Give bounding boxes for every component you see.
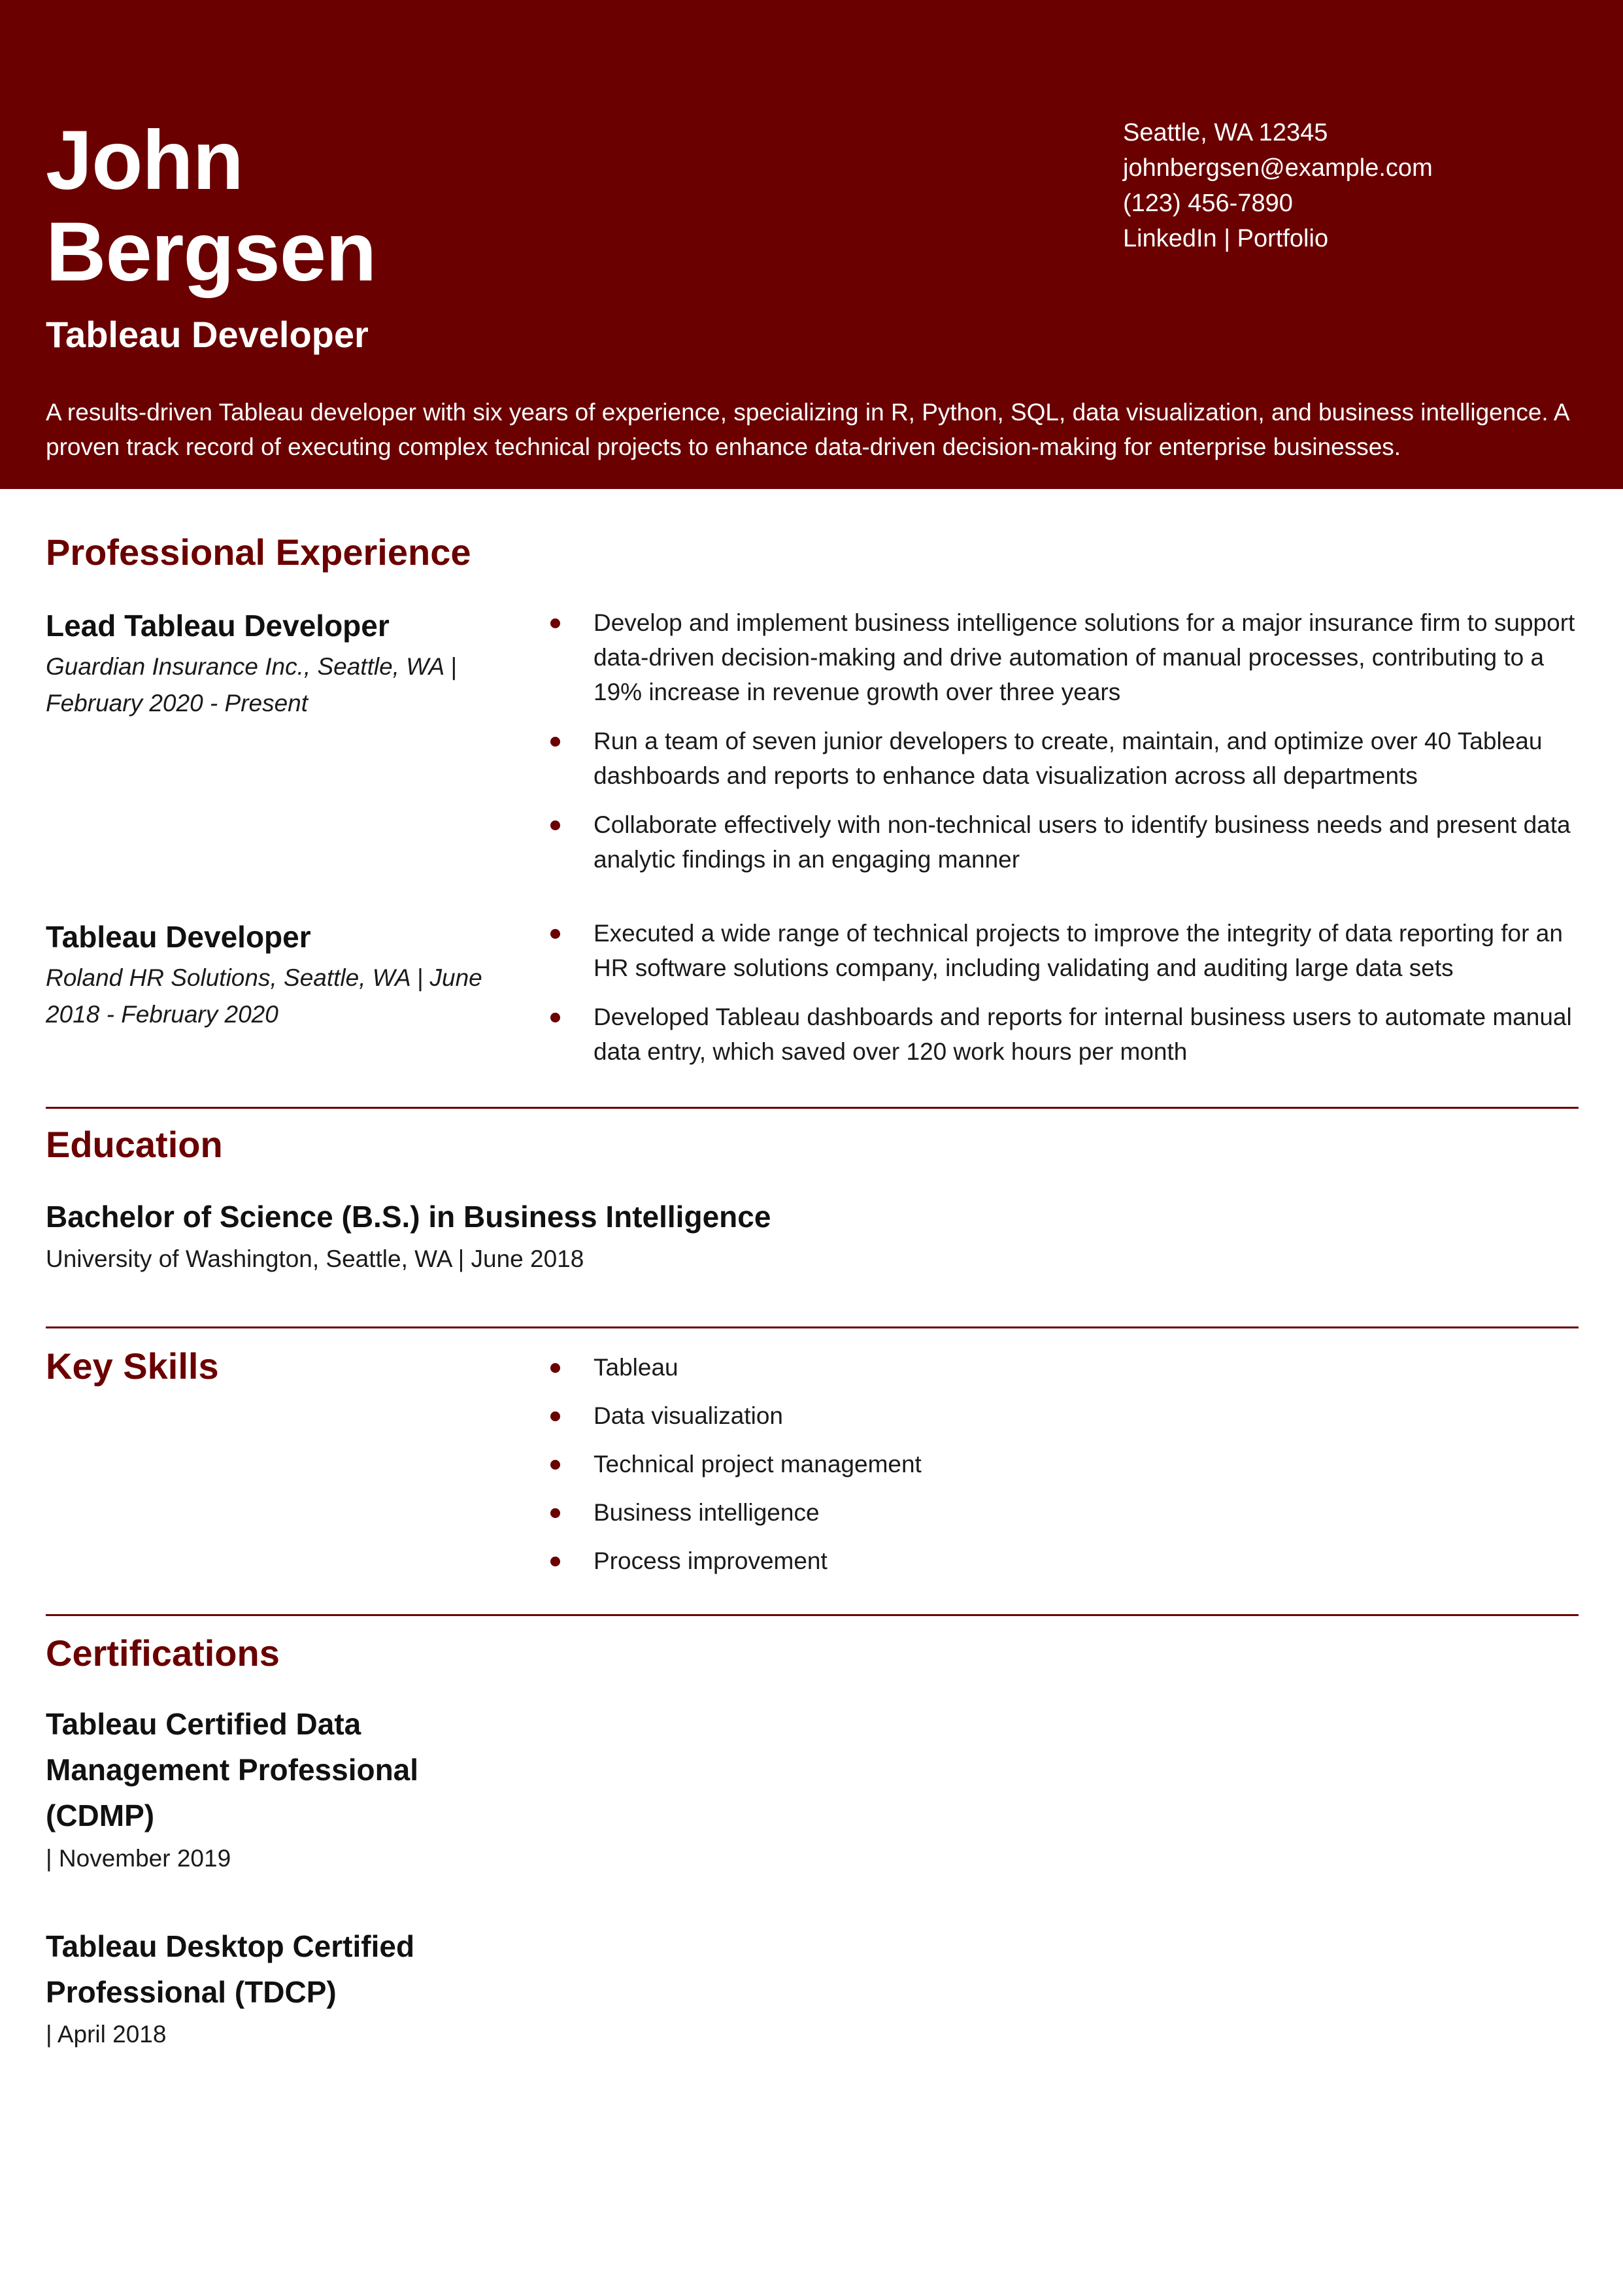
list-item: Business intelligence: [548, 1495, 1581, 1530]
job-meta-2: Roland HR Solutions, Seattle, WA | June 2018 - February 2020: [46, 964, 482, 1028]
contact-location: Seattle, WA 12345: [1123, 119, 1328, 146]
school-info: University of Washington, Seattle, WA | June 2018: [46, 1245, 584, 1272]
contact-links: [1123, 221, 1594, 256]
education-heading: Education: [46, 1124, 223, 1165]
contact-email-link[interactable]: johnbergsen@example.com: [1123, 154, 1433, 182]
linkedin-link[interactable]: LinkedIn: [1123, 225, 1217, 252]
contact-info: [1123, 115, 1594, 256]
list-item: Develop and implement business intelligence solutions for a major insurance firm to support data-driven decision-making and drive automation of manual processes, contributing to a 19% increase in revenue growth over three years: [548, 605, 1581, 709]
section-divider: [46, 1614, 1579, 1616]
portfolio-link[interactable]: Portfolio: [1237, 225, 1329, 252]
job-bullets-1: [548, 605, 1581, 891]
first-name: John: [46, 114, 243, 207]
list-item: Collaborate effectively with non-technical users to identify business needs and present data analytic findings in an engaging manner: [548, 807, 1581, 877]
link-separator: |: [1216, 225, 1237, 252]
resume-header: [0, 0, 1623, 489]
section-divider: [46, 1107, 1579, 1109]
skills-heading: Key Skills: [46, 1345, 219, 1387]
job-meta-1: Guardian Insurance Inc., Seattle, WA | February 2020 - Present: [46, 653, 457, 717]
certification-date-1: | November 2019: [46, 1845, 231, 1872]
certification-name-2: Tableau Desktop Certified Professional (TDCP): [46, 1929, 415, 2009]
degree-title: Bachelor of Science (B.S.) in Business Intelligence: [46, 1200, 771, 1234]
certification-name-1: Tableau Certified Data Management Professional (CDMP): [46, 1707, 419, 1832]
experience-heading: Professional Experience: [46, 532, 471, 573]
list-item: Tableau: [548, 1350, 1581, 1385]
list-item: Process improvement: [548, 1544, 1581, 1578]
list-item: Developed Tableau dashboards and reports for internal business users to automate manual data entry, which saved over 120 work hours per month: [548, 1000, 1581, 1069]
section-divider: [46, 1326, 1579, 1328]
skills-list: [548, 1350, 1581, 1592]
list-item: Data visualization: [548, 1398, 1581, 1433]
job-title-1: Lead Tableau Developer: [46, 609, 390, 643]
professional-summary: A results-driven Tableau developer with six years of experience, specializing in R, Python, SQL, data visualization, and business intelligence. A proven track record of executing complex technical projects to enhance data-driven decision-making for enterprise businesses.: [46, 399, 1569, 460]
list-item: Run a team of seven junior developers to create, maintain, and optimize over 40 Tableau dashboards and reports to enhance data visualization across all departments: [548, 724, 1581, 793]
job-title: Tableau Developer: [46, 314, 369, 355]
certifications-heading: Certifications: [46, 1632, 280, 1674]
candidate-name: [46, 115, 634, 298]
last-name: Bergsen: [46, 205, 376, 299]
list-item: Technical project management: [548, 1447, 1581, 1481]
job-bullets-2: [548, 916, 1581, 1083]
certification-date-2: | April 2018: [46, 2021, 167, 2048]
contact-phone: (123) 456-7890: [1123, 190, 1293, 217]
job-title-2: Tableau Developer: [46, 920, 311, 954]
list-item: Executed a wide range of technical projects to improve the integrity of data reporting for an HR software solutions company, including validating and auditing large data sets: [548, 916, 1581, 985]
